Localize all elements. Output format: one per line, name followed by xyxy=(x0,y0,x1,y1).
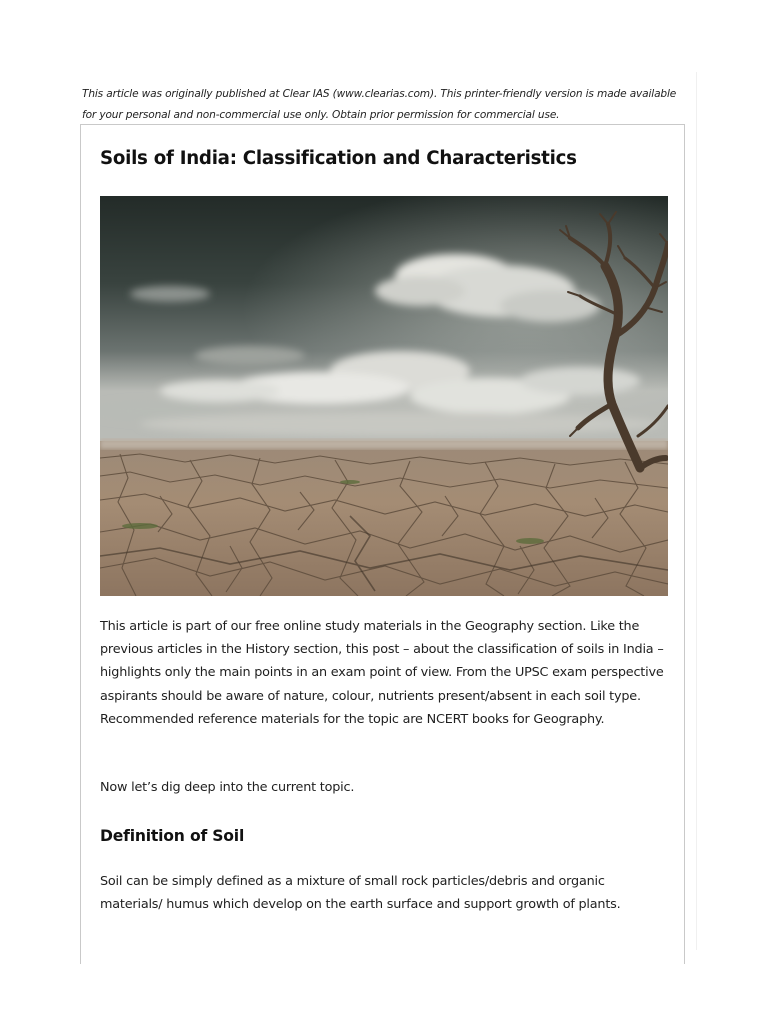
article-title: Soils of India: Classification and Characteristics xyxy=(100,148,577,169)
transition-paragraph: Now let’s dig deep into the current topic. xyxy=(100,780,355,795)
hero-image xyxy=(100,196,668,596)
cracked-ground xyxy=(100,441,668,596)
definition-paragraph: Soil can be simply defined as a mixture of small rock particles/debris and organic materials/ humus which develop on the earth surface and support growth of plants. xyxy=(100,874,621,913)
page-edge-line xyxy=(696,72,697,950)
section-heading-definition: Definition of Soil xyxy=(100,827,245,845)
print-notice: This article was originally published at Clear IAS (www.clearias.com). This printer-friendly version is made available for your personal and non-commercial use only. Obtain prior permission for commercial use. xyxy=(82,88,677,121)
intro-paragraph: This article is part of our free online study materials in the Geography section. Like the previous articles in the History section, this post – about the classification of soils in India – highlights only the main points in an exam point of view. From the UPSC exam perspective aspirants should be aware of nature, colour, nutrients present/absent in each soil type. Recommended reference materials for the topic are NCERT books for Geography. xyxy=(100,619,664,727)
